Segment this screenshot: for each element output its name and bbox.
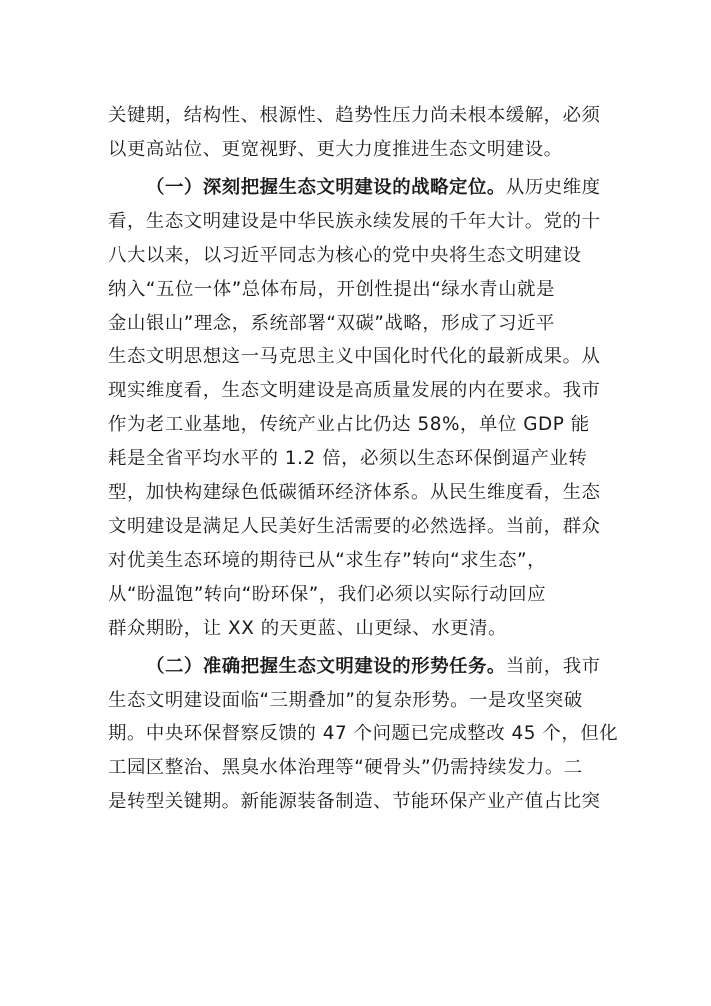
- text-line: [108, 650, 608, 684]
- text-line: 金山银山”理念，系统部署“双碳”战略，形成了习近平: [108, 312, 555, 334]
- text-run: 从历史维度: [505, 176, 601, 198]
- text-line: 群众期盼，让 XX 的天更蓝、山更绿、水更清。: [108, 617, 507, 639]
- text-line: 是转型关键期。新能源装备制造、节能环保产业产值占比突: [108, 791, 601, 813]
- paragraph-continuation: [108, 99, 608, 167]
- text-line: 关键期，结构性、根源性、趋势性压力尚未根本缓解，必须: [108, 105, 601, 126]
- text-line: 文明建设是满足人民美好生活需要的必然选择。当前，群众: [108, 515, 601, 537]
- section-heading: （一）深刻把握生态文明建设的战略定位。: [146, 176, 506, 198]
- text-line: 看，生态文明建设是中华民族永续发展的千年大计。党的十: [108, 210, 601, 232]
- text-line: 作为老工业基地，传统产业占比仍达 58%，单位 GDP 能: [108, 414, 590, 436]
- text-line: 纳入“五位一体”总体布局，开创性提出“绿水青山就是: [108, 278, 555, 300]
- text-line: 现实维度看，生态文明建设是高质量发展的内在要求。我市: [108, 380, 601, 402]
- text-line: 对优美生态环境的期待已从“求生存”转向“求生态”，: [108, 549, 547, 571]
- text-line: 从“盼温饱”转向“盼环保”，我们必须以实际行动回应: [108, 583, 547, 605]
- document-body: [108, 99, 619, 819]
- text-line: 以更高站位、更宽视野、更大力度推进生态文明建设。: [108, 138, 563, 160]
- text-line: 型，加快构建绿色低碳循环经济体系。从民生维度看，生态: [108, 481, 601, 503]
- text-line: 八大以来，以习近平同志为核心的党中央将生态文明建设: [108, 244, 582, 266]
- text-line: 工园区整治、黑臭水体治理等“硬骨头”仍需持续发力。二: [108, 757, 583, 779]
- text-line: 生态文明建设面临“三期叠加”的复杂形势。一是攻坚突破: [108, 689, 583, 711]
- paragraph-strategic-positioning: [108, 171, 608, 645]
- text-line: 生态文明思想这一马克思主义中国化时代化的最新成果。从: [108, 346, 601, 368]
- text-run: 当前，我市: [505, 655, 601, 677]
- section-heading: （二）准确把握生态文明建设的形势任务。: [146, 655, 506, 677]
- paragraph-situation-tasks: [108, 650, 619, 819]
- text-line: [108, 171, 608, 205]
- text-line: 耗是全省平均水平的 1.2 倍，必须以生态环保倒逼产业转: [108, 448, 588, 470]
- text-line: 期。中央环保督察反馈的 47 个问题已完成整改 45 个，但化: [108, 723, 619, 745]
